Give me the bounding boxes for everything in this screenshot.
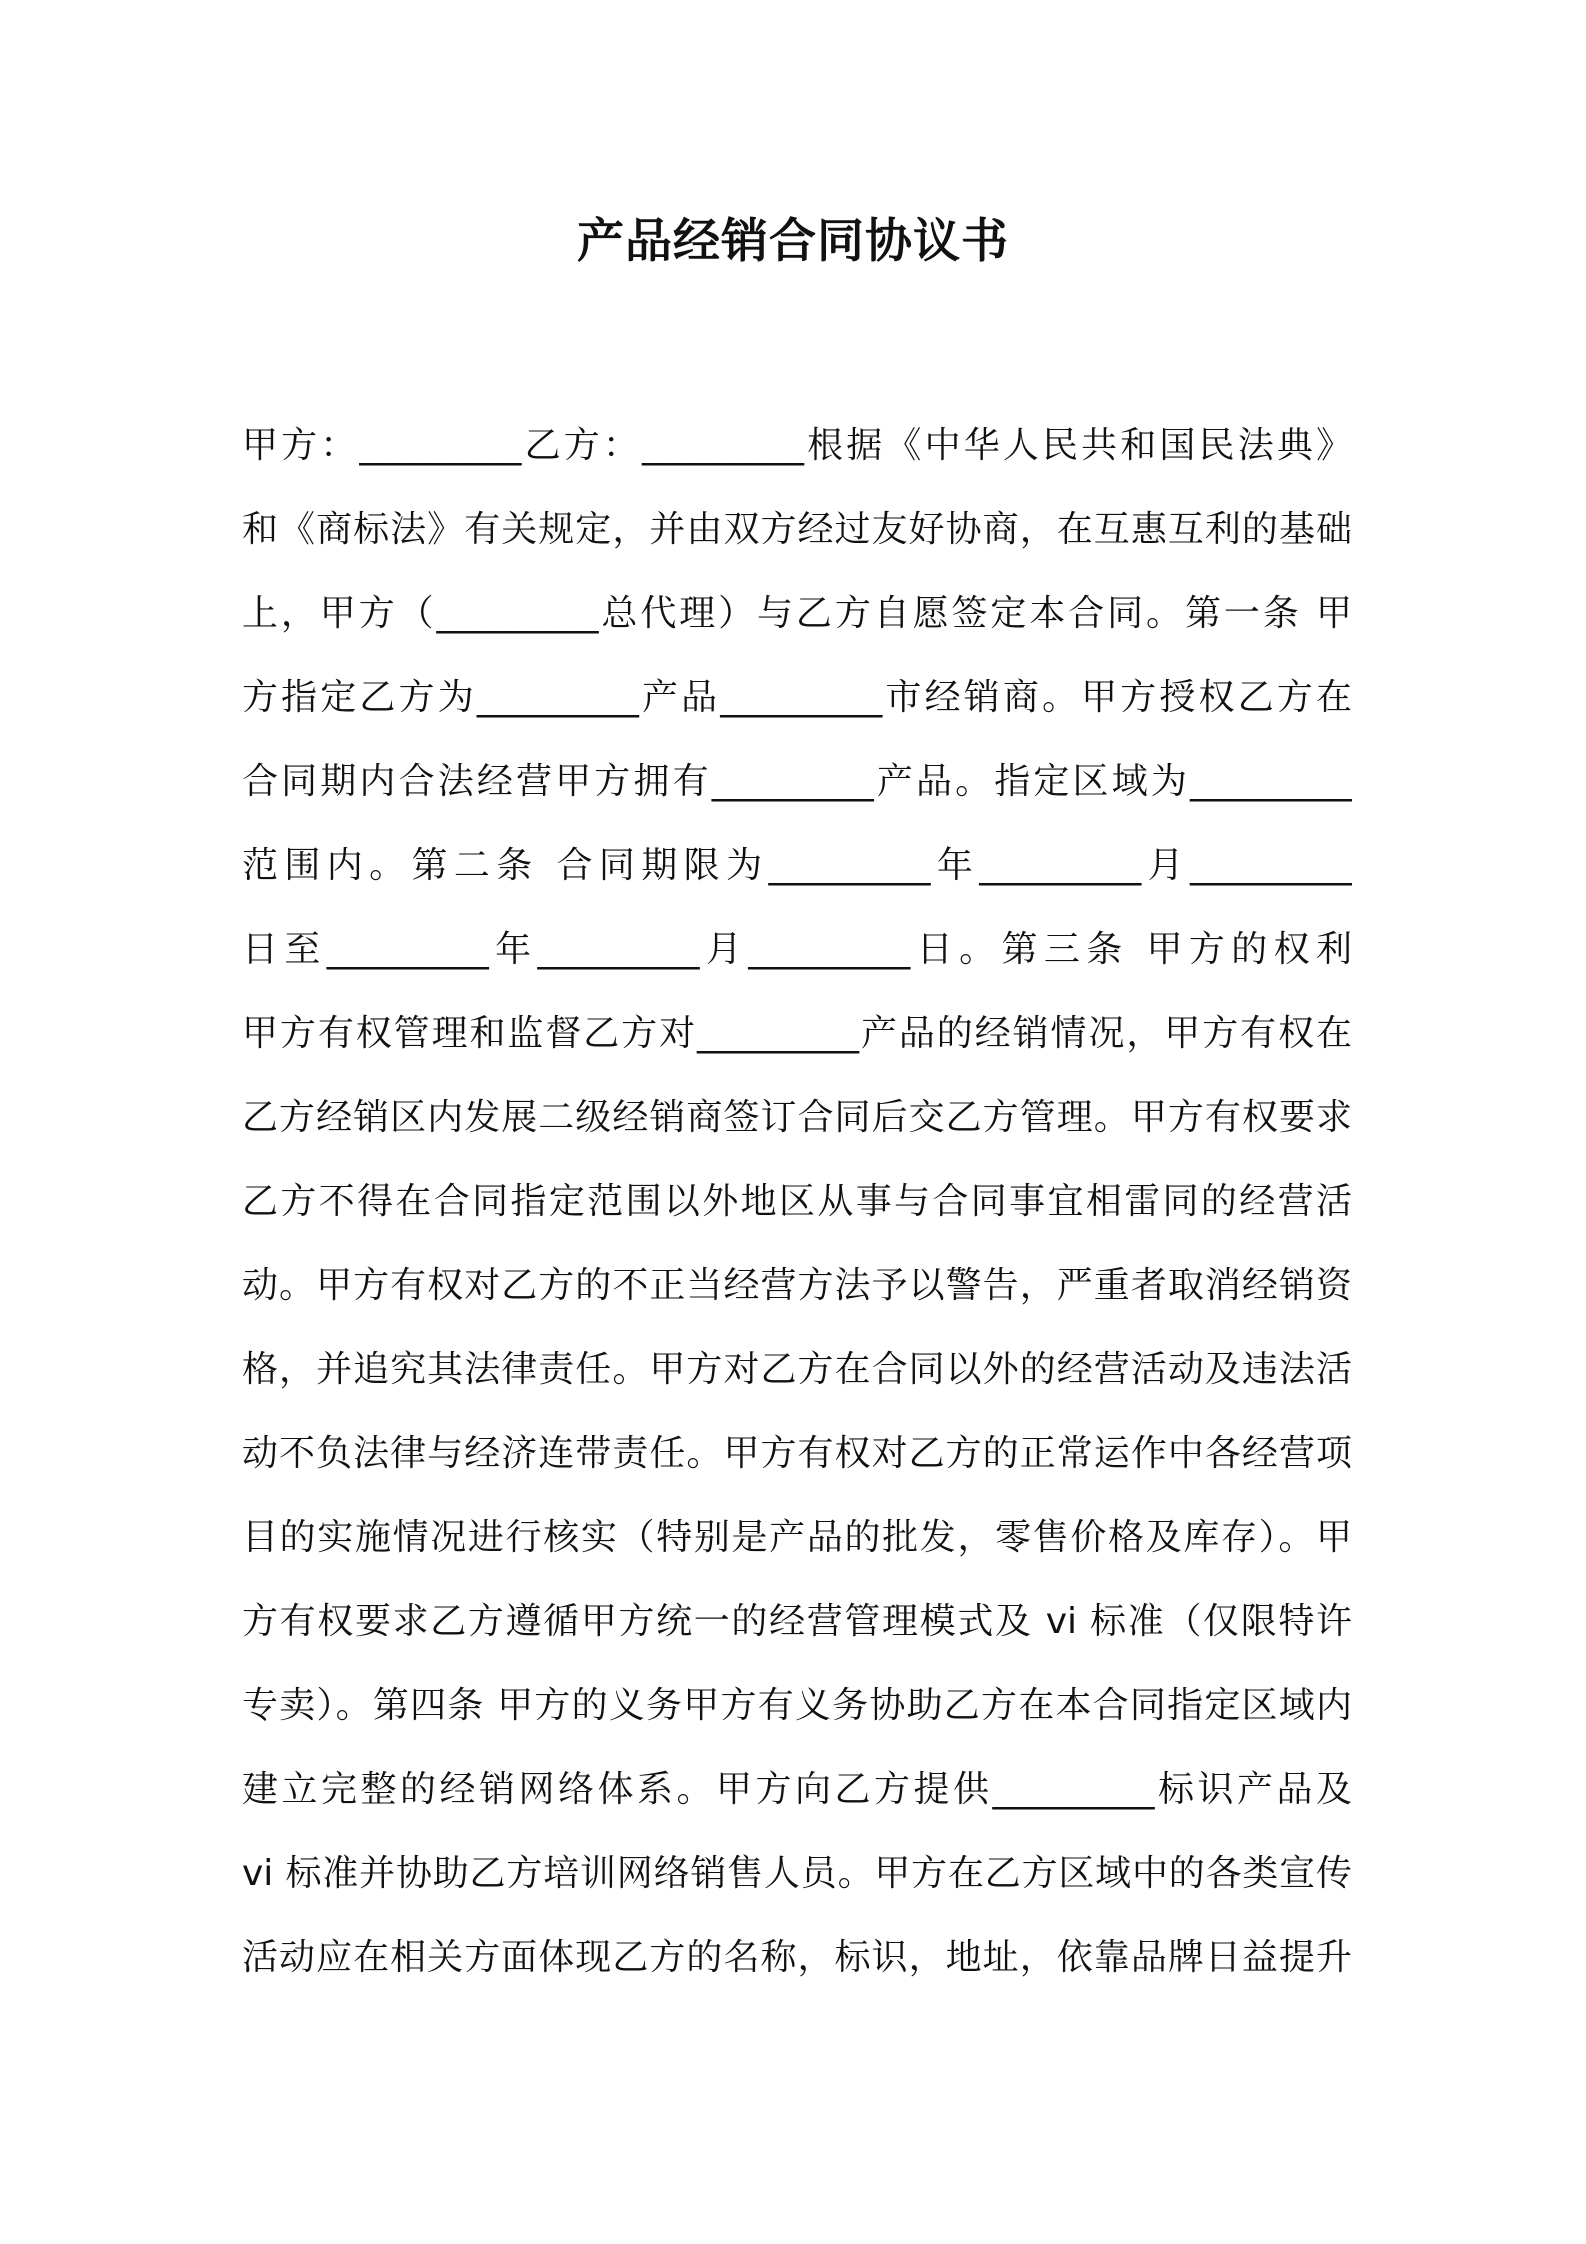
body-line: 建立完整的经销网络体系。甲方向乙方提供_________标识产品及 [242, 1769, 1352, 1810]
body-line: 动不负法律与经济连带责任。甲方有权对乙方的正常运作中各经营项 [242, 1433, 1352, 1474]
body-line: 格，并追究其法律责任。甲方对乙方在合同以外的经营活动及违法活 [242, 1349, 1352, 1390]
body-line: 动。甲方有权对乙方的不正当经营方法予以警告，严重者取消经销资 [242, 1265, 1352, 1306]
body-line: 和《商标法》有关规定，并由双方经过友好协商，在互惠互利的基础 [242, 509, 1352, 550]
body-line: 活动应在相关方面体现乙方的名称，标识，地址，依靠品牌日益提升 [242, 1937, 1352, 1978]
body-line: 合同期内合法经营甲方拥有_________产品。指定区域为_________ [242, 761, 1352, 802]
body-line: 专卖）。第四条 甲方的义务甲方有义务协助乙方在本合同指定区域内 [242, 1685, 1352, 1726]
body-line: 乙方经销区内发展二级经销商签订合同后交乙方管理。甲方有权要求 [242, 1097, 1352, 1138]
body-line: 乙方不得在合同指定范围以外地区从事与合同事宜相雷同的经营活 [242, 1181, 1352, 1222]
document-title: 产品经销合同协议书 [577, 214, 1009, 269]
body-line: 范围内。第二条 合同期限为_________年_________月_________ [242, 845, 1352, 886]
body-line: 甲方有权管理和监督乙方对_________产品的经销情况，甲方有权在 [242, 1013, 1352, 1054]
document-body [242, 404, 1352, 2000]
body-line: 上，甲方（_________总代理）与乙方自愿签定本合同。第一条 甲 [242, 593, 1352, 634]
body-line: 甲方：_________乙方：_________根据《中华人民共和国民法典》 [242, 425, 1352, 466]
body-line: vi 标准并协助乙方培训网络销售人员。甲方在乙方区域中的各类宣传 [242, 1853, 1352, 1894]
body-line: 日至_________年_________月_________日。第三条 甲方的权利 [242, 929, 1352, 970]
body-line: 目的实施情况进行核实（特别是产品的批发，零售价格及库存）。甲 [242, 1517, 1352, 1558]
body-line: 方有权要求乙方遵循甲方统一的经营管理模式及 vi 标准（仅限特许 [242, 1601, 1352, 1642]
body-line: 方指定乙方为_________产品_________市经销商。甲方授权乙方在 [242, 677, 1352, 718]
